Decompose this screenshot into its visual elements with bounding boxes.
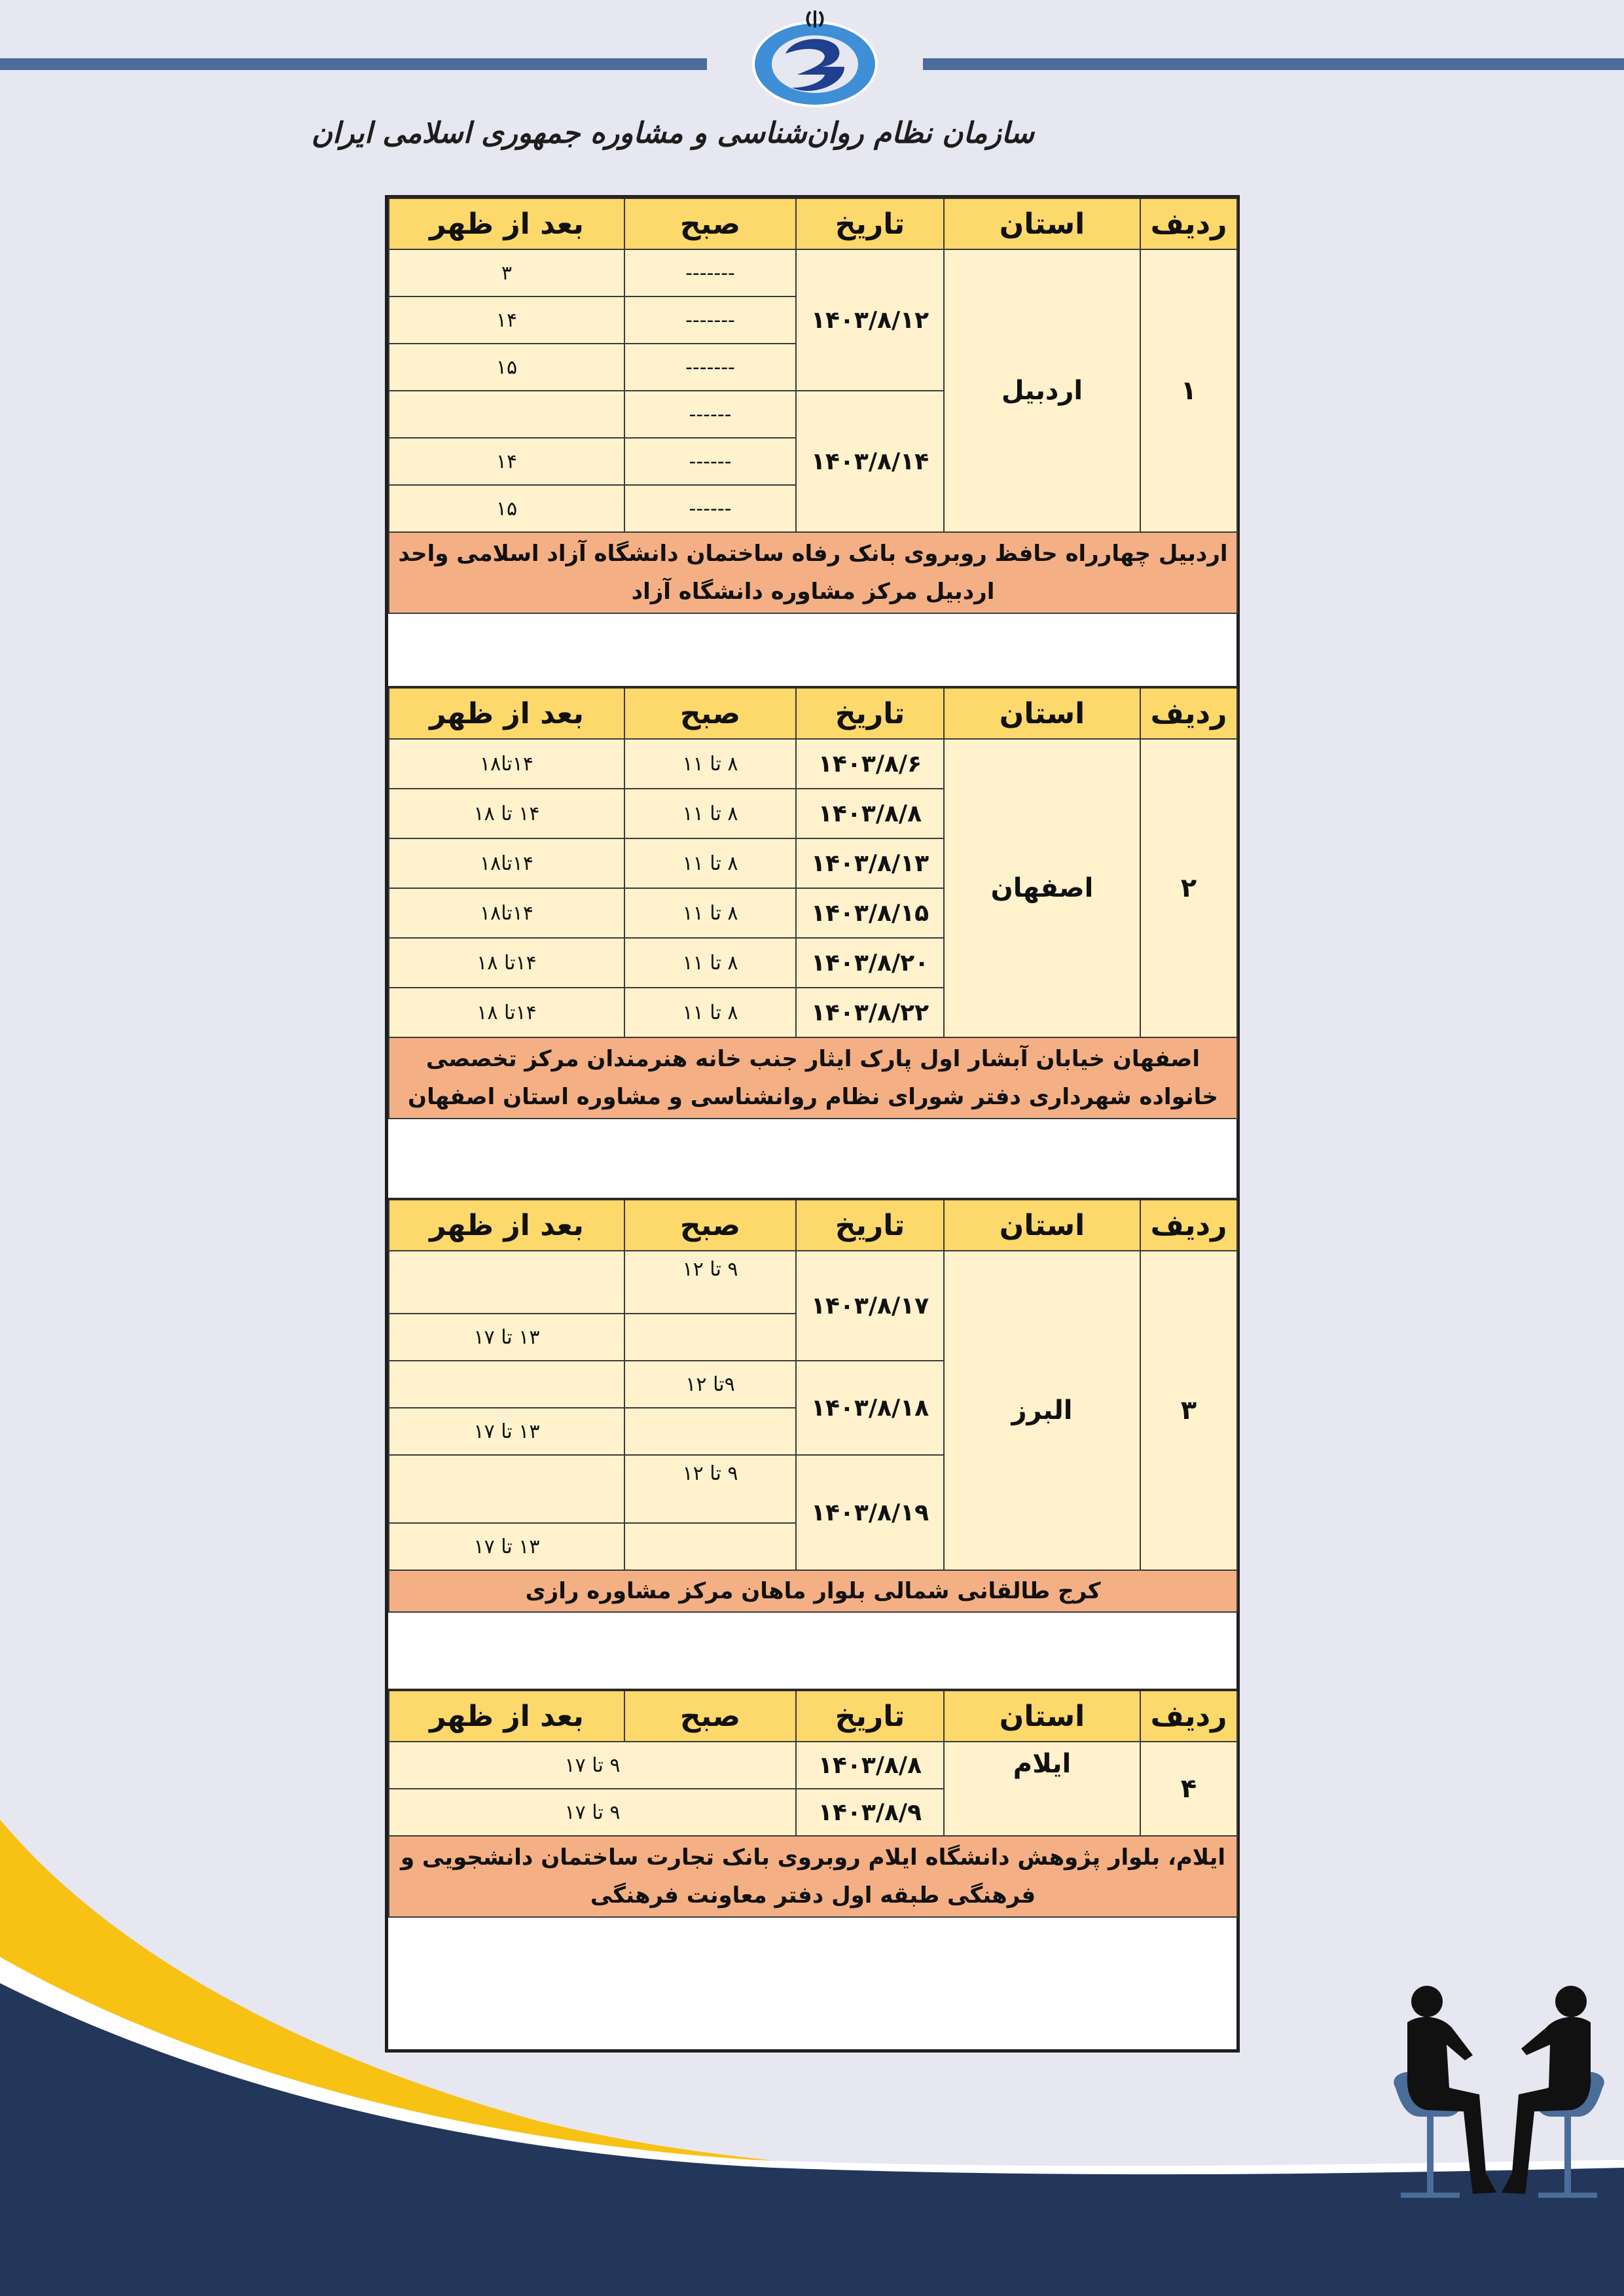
province-name: اردبیل bbox=[944, 249, 1140, 532]
date-cell: ۱۴۰۳/۸/۲۲ bbox=[796, 988, 944, 1037]
morning-cell: ۸ تا ۱۱ bbox=[624, 789, 796, 838]
afternoon-cell: ۱۳ تا ۱۷ bbox=[389, 1408, 624, 1455]
col-header-row-no: ردیف bbox=[1140, 1199, 1237, 1251]
date-cell: ۱۴۰۳/۸/۱۴ bbox=[796, 391, 944, 532]
morning-cell: ۹تا ۱۲ bbox=[624, 1361, 796, 1408]
date-cell: ۱۴۰۳/۸/۱۵ bbox=[796, 888, 944, 938]
address-row bbox=[389, 1570, 1237, 1612]
col-header-date: تاریخ bbox=[796, 687, 944, 739]
afternoon-cell: ۱۵ bbox=[389, 344, 624, 391]
afternoon-cell: ۱۴تا ۱۸ bbox=[389, 938, 624, 988]
morning-cell: ۸ تا ۱۱ bbox=[624, 888, 796, 938]
address-cell: اردبیل چهارراه حافظ روبروی بانک رفاه ساختمان دانشگاه آزاد اسلامی واحد اردبیل مرکز مشاوره دانشگاه آزاد bbox=[389, 532, 1237, 613]
province-name: البرز bbox=[944, 1251, 1140, 1570]
afternoon-cell: ۱۴تا۱۸ bbox=[389, 838, 624, 888]
morning-cell: ------- bbox=[624, 296, 796, 344]
header-line-left bbox=[0, 58, 707, 70]
morning-cell bbox=[624, 1523, 796, 1570]
morning-cell bbox=[624, 1408, 796, 1455]
schedule-table-ilam bbox=[388, 1689, 1238, 1918]
col-header-province: استان bbox=[944, 687, 1140, 739]
address-cell: کرج طالقانی شمالی بلوار ماهان مرکز مشاوره رازی bbox=[389, 1570, 1237, 1612]
afternoon-cell bbox=[389, 1251, 624, 1314]
row-number: ۱ bbox=[1140, 249, 1237, 532]
afternoon-cell: ۳ bbox=[389, 249, 624, 296]
col-header-afternoon: بعد از ظهر bbox=[389, 1199, 624, 1251]
col-header-morning: صبح bbox=[624, 1690, 796, 1742]
morning-cell: ۸ تا ۱۱ bbox=[624, 988, 796, 1037]
afternoon-cell: ۱۳ تا ۱۷ bbox=[389, 1523, 624, 1570]
morning-cell: ------- bbox=[624, 249, 796, 296]
afternoon-cell bbox=[389, 391, 624, 438]
table-header-row bbox=[389, 1199, 1237, 1251]
afternoon-cell: ۱۴تا۱۸ bbox=[389, 739, 624, 789]
row-number: ۲ bbox=[1140, 739, 1237, 1037]
afternoon-cell: ۱۴ bbox=[389, 296, 624, 344]
afternoon-cell: ۱۴ تا ۱۸ bbox=[389, 789, 624, 838]
date-cell: ۱۴۰۳/۸/۱۳ bbox=[796, 838, 944, 888]
col-header-morning: صبح bbox=[624, 687, 796, 739]
col-header-row-no: ردیف bbox=[1140, 198, 1237, 249]
col-header-province: استان bbox=[944, 198, 1140, 249]
col-header-date: تاریخ bbox=[796, 1199, 944, 1251]
col-header-date: تاریخ bbox=[796, 1690, 944, 1742]
table-row bbox=[389, 1742, 1237, 1789]
afternoon-cell: ۱۵ bbox=[389, 485, 624, 532]
schedule-table-isfahan bbox=[388, 686, 1238, 1119]
date-cell: ۱۴۰۳/۸/۱۹ bbox=[796, 1455, 944, 1570]
schedule-table-ardabil bbox=[388, 196, 1238, 614]
date-cell: ۱۴۰۳/۸/۸ bbox=[796, 789, 944, 838]
date-cell: ۱۴۰۳/۸/۹ bbox=[796, 1789, 944, 1836]
address-row bbox=[389, 532, 1237, 613]
date-cell: ۱۴۰۳/۸/۱۷ bbox=[796, 1251, 944, 1361]
afternoon-cell bbox=[389, 1361, 624, 1408]
col-header-morning: صبح bbox=[624, 198, 796, 249]
morning-cell: ۸ تا ۱۱ bbox=[624, 938, 796, 988]
table-header-row bbox=[389, 1690, 1237, 1742]
morning-cell: ۹ تا ۱۲ bbox=[624, 1455, 796, 1523]
afternoon-cell: ۱۴تا۱۸ bbox=[389, 888, 624, 938]
morning-cell: ۸ تا ۱۱ bbox=[624, 739, 796, 789]
date-cell: ۱۴۰۳/۸/۱۸ bbox=[796, 1361, 944, 1455]
col-header-province: استان bbox=[944, 1690, 1140, 1742]
table-row bbox=[389, 739, 1237, 789]
col-header-province: استان bbox=[944, 1199, 1140, 1251]
afternoon-cell: ۱۴ bbox=[389, 438, 624, 485]
time-range-cell: ۹ تا ۱۷ bbox=[389, 1742, 796, 1789]
table-row bbox=[389, 249, 1237, 296]
address-cell: ایلام، بلوار پژوهش دانشگاه ایلام روبروی بانک تجارت ساختمان دانشجویی و فرهنگی طبقه اول دفتر معاونت فرهنگی bbox=[389, 1836, 1237, 1917]
col-header-date: تاریخ bbox=[796, 198, 944, 249]
afternoon-cell: ۱۴تا ۱۸ bbox=[389, 988, 624, 1037]
morning-cell bbox=[624, 1314, 796, 1361]
table-header-row bbox=[389, 687, 1237, 739]
address-row bbox=[389, 1836, 1237, 1917]
table-header-row bbox=[389, 198, 1237, 249]
date-cell: ۱۴۰۳/۸/۱۲ bbox=[796, 249, 944, 391]
afternoon-cell bbox=[389, 1455, 624, 1523]
morning-cell: ------ bbox=[624, 391, 796, 438]
col-header-row-no: ردیف bbox=[1140, 1690, 1237, 1742]
morning-cell: ------ bbox=[624, 485, 796, 532]
header-line-right bbox=[923, 58, 1624, 70]
afternoon-cell: ۱۳ تا ۱۷ bbox=[389, 1314, 624, 1361]
col-header-afternoon: بعد از ظهر bbox=[389, 198, 624, 249]
organization-logo bbox=[746, 7, 884, 111]
date-cell: ۱۴۰۳/۸/۶ bbox=[796, 739, 944, 789]
time-range-cell: ۹ تا ۱۷ bbox=[389, 1789, 796, 1836]
date-cell: ۱۴۰۳/۸/۸ bbox=[796, 1742, 944, 1789]
col-header-afternoon: بعد از ظهر bbox=[389, 687, 624, 739]
row-number: ۴ bbox=[1140, 1742, 1237, 1836]
col-header-row-no: ردیف bbox=[1140, 687, 1237, 739]
date-cell: ۱۴۰۳/۸/۲۰ bbox=[796, 938, 944, 988]
col-header-morning: صبح bbox=[624, 1199, 796, 1251]
morning-cell: ------- bbox=[624, 344, 796, 391]
table-row bbox=[389, 1251, 1237, 1314]
counseling-silhouette-illustration bbox=[1381, 1977, 1617, 2212]
morning-cell: ۸ تا ۱۱ bbox=[624, 838, 796, 888]
schedule-table-alborz bbox=[388, 1198, 1238, 1613]
address-row bbox=[389, 1037, 1237, 1119]
col-header-afternoon: بعد از ظهر bbox=[389, 1690, 624, 1742]
morning-cell: ۹ تا ۱۲ bbox=[624, 1251, 796, 1314]
province-name: ایلام bbox=[944, 1742, 1140, 1836]
address-cell: اصفهان خیابان آبشار اول پارک ایثار جنب خانه هنرمندان مرکز تخصصی خانواده شهرداری دفتر شورای نظام روانشناسی و مشاوره استان اصفهان bbox=[389, 1037, 1237, 1119]
row-number: ۳ bbox=[1140, 1251, 1237, 1570]
morning-cell: ------ bbox=[624, 438, 796, 485]
province-name: اصفهان bbox=[944, 739, 1140, 1037]
organization-name: سازمان نظام روان‌شناسی و مشاوره جمهوری اسلامی ایران bbox=[311, 117, 1034, 150]
